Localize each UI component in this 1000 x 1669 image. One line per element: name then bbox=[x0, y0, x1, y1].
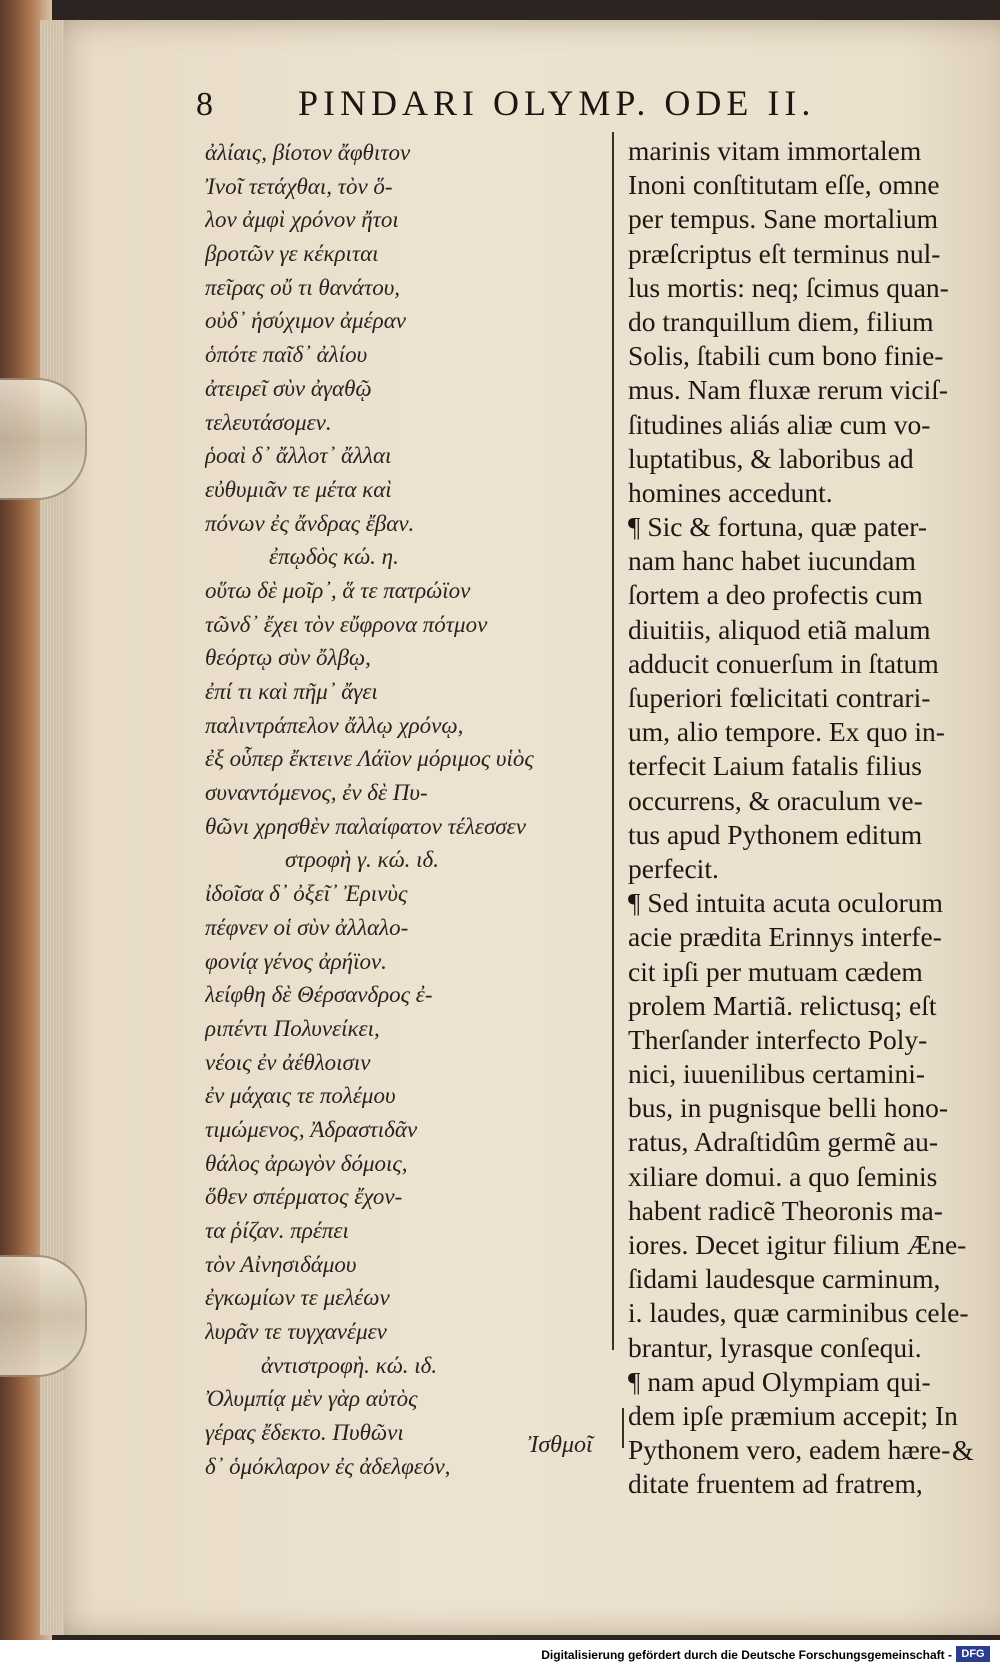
latin-catchword: & bbox=[952, 1436, 974, 1467]
greek-line: δ᾽ ὁμόκλαρον ἐς ἀδελφεόν, bbox=[205, 1453, 451, 1479]
latin-line: Pythonem vero, eadem hære- bbox=[628, 1434, 951, 1466]
latin-line: per tempus. Sane mortalium bbox=[628, 203, 939, 235]
greek-catchword: Ἰσθμοῖ bbox=[528, 1432, 593, 1458]
greek-line: πέφνεν οἱ σὺν ἀλλαλο- bbox=[205, 914, 409, 940]
greek-line: ἐν μάχαις τε πολέμου bbox=[205, 1083, 396, 1109]
latin-line: um, alio tempore. Ex quo in- bbox=[628, 716, 945, 748]
greek-line: φονίᾳ γένος ἀρήϊον. bbox=[205, 948, 387, 974]
greek-line: τελευτάσομεν. bbox=[205, 409, 332, 435]
greek-line: παλιντράπελον ἄλλῳ χρόνῳ, bbox=[205, 712, 464, 738]
latin-line: mus. Nam fluxæ rerum viciſ- bbox=[628, 374, 949, 406]
latin-line: ratus, Adraſtidûm germẽ au- bbox=[628, 1126, 939, 1158]
latin-line: Solis, ſtabili cum bono finie- bbox=[628, 340, 944, 372]
greek-line: Ἰνοῖ τετάχθαι, τὸν ὅ- bbox=[205, 173, 393, 199]
latin-line: dem ipſe præmium accepit; In bbox=[628, 1399, 958, 1431]
greek-line: συναντόμενος, ἐν δὲ Πυ- bbox=[205, 780, 428, 806]
greek-line: τα ῥίζαν. πρέπει bbox=[205, 1218, 349, 1243]
greek-line: εὐθυμιᾶν τε μέτα καὶ bbox=[205, 476, 392, 502]
greek-line: λυρᾶν τε τυγχανέμεν bbox=[205, 1319, 387, 1345]
latin-line: do tranquillum diem, filium bbox=[628, 305, 934, 337]
greek-line: ὁπότε παῖδ᾽ ἀλίου bbox=[205, 342, 368, 368]
latin-line: Therſander interfecto Poly- bbox=[628, 1023, 928, 1055]
latin-line: diuitiis, aliquod etiã malum bbox=[628, 613, 931, 645]
greek-line: θῶνι χρησθὲν παλαίφατον τέλεσσεν bbox=[205, 813, 526, 839]
greek-line: νέοις ἐν ἀέθλοισιν bbox=[205, 1049, 371, 1075]
greek-line: ἀτειρεῖ σὺν ἀγαθῷ bbox=[205, 375, 372, 401]
dfg-logo: DFG bbox=[956, 1646, 990, 1662]
latin-line: nici, iuuenilibus certamini- bbox=[628, 1058, 926, 1090]
latin-line: homines accedunt. bbox=[628, 476, 833, 508]
column-divider-rule bbox=[612, 132, 614, 1350]
latin-line: ¶ nam apud Olympiam qui- bbox=[628, 1365, 931, 1397]
latin-line: lus mortis: neq; ſcimus quan- bbox=[628, 271, 949, 303]
greek-line: ῥοαὶ δ᾽ ἄλλοτ᾽ ἄλλαι bbox=[205, 443, 392, 469]
greek-line: λείφθη δὲ Θέρσανδρος ἐ- bbox=[205, 982, 433, 1008]
latin-line: adducit conuerſum in ſtatum bbox=[628, 647, 939, 679]
greek-line: θεόρτῳ σὺν ὄλβῳ, bbox=[205, 645, 371, 671]
greek-text-column bbox=[205, 136, 605, 1484]
latin-line: occurrens, & oraculum ve- bbox=[628, 784, 923, 816]
latin-line: xiliare domui. a quo ſeminis bbox=[628, 1160, 938, 1192]
latin-line: ſitudines aliás aliæ cum vo- bbox=[628, 408, 931, 440]
greek-line: τιμώμενος, Ἀδραστιδᾶν bbox=[205, 1116, 418, 1142]
greek-line: στροφὴ γ. κώ. ιδ. bbox=[285, 847, 439, 873]
greek-line: βροτῶν γε κέκριται bbox=[205, 241, 379, 267]
digitization-credit: Digitalisierung gefördert durch die Deutsche Forschungsgemeinschaft - bbox=[541, 1648, 952, 1662]
latin-line: ſuperiori fœlicitati contrari- bbox=[628, 682, 931, 713]
greek-line: Ὀλυμπίᾳ μὲν γὰρ αὐτὸς bbox=[205, 1386, 418, 1412]
greek-line: ὅθεν σπέρματος ἔχον- bbox=[205, 1184, 403, 1210]
greek-line: λον ἀμφὶ χρόνον ἤτοι bbox=[205, 207, 399, 233]
greek-line: πεῖρας οὔ τι θανάτου, bbox=[205, 274, 401, 300]
latin-line: brantur, lyrasque conſequi. bbox=[628, 1331, 922, 1363]
latin-line: i. laudes, quæ carminibus cele- bbox=[628, 1297, 969, 1329]
column-divider-mark bbox=[622, 1408, 624, 1448]
latin-line: acie prædita Erinnys interfe- bbox=[628, 921, 942, 953]
latin-line: ſidami laudesque carminum, bbox=[628, 1263, 941, 1295]
greek-line: ἐπί τι καὶ πῆμ᾽ ἄγει bbox=[205, 679, 378, 704]
greek-line: πόνων ἐς ἄνδρας ἔβαν. bbox=[205, 510, 415, 536]
latin-line: cit ipſi per mutuam cædem bbox=[628, 955, 923, 987]
greek-line: τῶνδ᾽ ἔχει τὸν εὔφρονα πότμον bbox=[205, 611, 488, 637]
greek-line: τὸν Αἰνησιδάμου bbox=[205, 1251, 357, 1277]
latin-text-column bbox=[628, 134, 978, 1502]
greek-line: ἀντιστροφὴ. κώ. ιδ. bbox=[261, 1352, 438, 1378]
greek-line: ἀλίαις, βίοτον ἄφθιτον bbox=[205, 140, 411, 165]
latin-line: nam hanc habet iucundam bbox=[628, 545, 916, 577]
latin-line: præſcriptus eſt terminus nul- bbox=[628, 237, 941, 269]
greek-line: θάλος ἀρωγὸν δόμοις, bbox=[205, 1150, 408, 1176]
greek-line: οὕτω δὲ μοῖρ᾽, ἅ τε πατρώϊον bbox=[205, 577, 471, 603]
latin-line: Inoni conſtitutam eſſe, omne bbox=[628, 169, 940, 201]
latin-line: luptatibus, & laboribus ad bbox=[628, 442, 914, 474]
latin-line: ſortem a deo profectis cum bbox=[628, 579, 923, 611]
latin-line: habent radicẽ Theoronis ma- bbox=[628, 1194, 943, 1226]
book-clasp-top bbox=[0, 378, 87, 500]
latin-line: prolem Martiã. relictusq; eſt bbox=[628, 989, 937, 1021]
latin-line: ¶ Sic & fortuna, quæ pater- bbox=[628, 511, 928, 543]
greek-line: ριπέντι Πολυνείκει, bbox=[205, 1015, 380, 1041]
latin-line: tus apud Pythonem editum bbox=[628, 818, 923, 850]
greek-line: οὐδ᾽ ἡσύχιμον ἀμέραν bbox=[205, 308, 406, 334]
latin-line: iores. Decet igitur filium Æne- bbox=[628, 1229, 967, 1260]
greek-line: γέρας ἔδεκτο. Πυθῶνι bbox=[205, 1420, 404, 1446]
latin-line: marinis vitam immortalem bbox=[628, 135, 922, 166]
greek-line: ἰδοῖσα δ᾽ ὀξεῖ᾽ Ἐρινὺς bbox=[205, 881, 408, 907]
greek-line: ἐγκωμίων τε μελέων bbox=[205, 1285, 390, 1311]
greek-line: ἐπῳδὸς κώ. η. bbox=[269, 544, 399, 570]
latin-line: bus, in pugnisque belli hono- bbox=[628, 1092, 949, 1124]
page-number: 8 bbox=[196, 86, 214, 123]
book-clasp-bottom bbox=[0, 1255, 87, 1377]
greek-line: ἐξ οὗπερ ἔκτεινε Λάϊον μόριμος υἱὸς bbox=[205, 746, 534, 772]
latin-line: ¶ Sed intuita acuta oculorum bbox=[628, 887, 943, 919]
latin-line: terfecit Laium fatalis filius bbox=[628, 750, 922, 782]
running-head: PINDARI OLYMP. ODE II. bbox=[298, 83, 816, 123]
page-stack-edge bbox=[40, 20, 64, 1635]
latin-line: perfecit. bbox=[628, 852, 719, 884]
latin-line: ditate fruentem ad fratrem, bbox=[628, 1468, 923, 1500]
